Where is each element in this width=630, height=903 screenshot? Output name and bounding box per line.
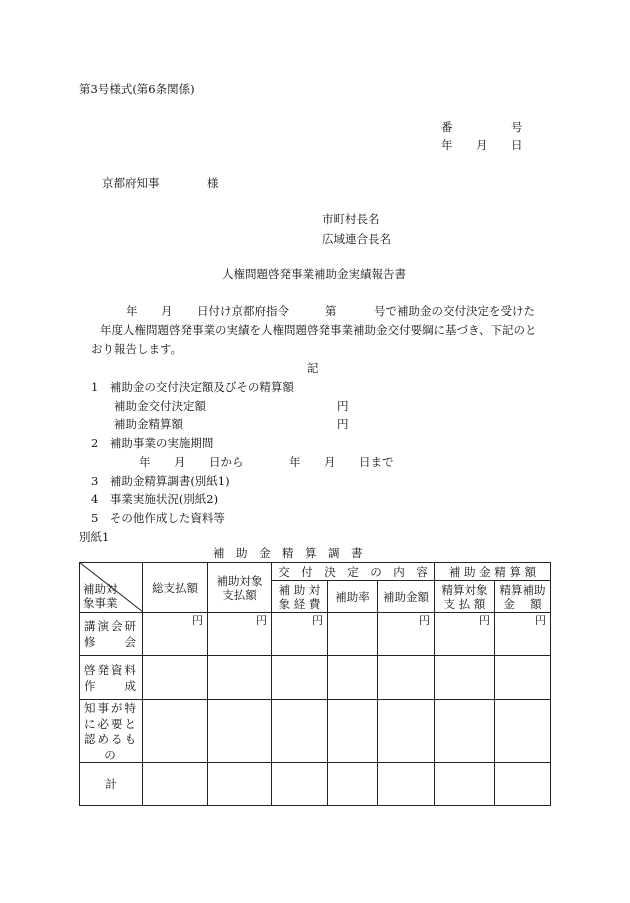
header-project: 補助対 象事業 — [83, 582, 118, 610]
header-settlement-amount: 精算補助 金 額 — [499, 582, 546, 611]
table-line-header-bottom — [79, 612, 551, 613]
yen-target: 円 — [256, 614, 267, 627]
body-day-text: 日付け京都府指令 — [197, 304, 289, 318]
period-from: 日から — [209, 455, 244, 469]
row-label-governor: 知事が特 に必要と 認めるも の — [84, 701, 136, 762]
body-dai: 第 — [325, 304, 337, 318]
body-year: 年 — [126, 304, 138, 318]
header-expense: 補 助 対 象 経 費 — [278, 582, 321, 611]
period-year: 年 — [139, 455, 151, 469]
item-2: 2 補助事業の実施期間 — [91, 436, 214, 450]
date-day: 日 — [511, 138, 523, 152]
header-rate: 補助率 — [335, 589, 370, 604]
table-vline-7 — [494, 580, 495, 806]
header-target: 補助対象 支払額 — [216, 573, 263, 602]
ki-label: 記 — [307, 361, 319, 375]
header-settlement-target: 精算対象 支 払 額 — [441, 582, 488, 611]
table-vline-4 — [327, 580, 328, 806]
header-decision: 交 付 決 定 の 内 容 — [278, 564, 428, 579]
table-line-row3 — [79, 762, 551, 763]
yen-settlement-target: 円 — [479, 614, 490, 627]
table-line-row1 — [79, 655, 551, 656]
sender-union: 広域連合長名 — [322, 232, 391, 246]
addressee-sama: 様 — [207, 176, 219, 190]
sender-mayor: 市町村長名 — [322, 212, 380, 226]
period-until: 日まで — [359, 455, 394, 469]
attachment-title: 補 助 金 精 算 調 書 — [213, 546, 363, 560]
header-total: 総支払額 — [152, 580, 198, 595]
date-month: 月 — [476, 138, 488, 152]
header-amount: 補助金額 — [383, 589, 429, 604]
table-vline-5 — [377, 580, 378, 806]
body-line3: おり報告します。 — [91, 342, 183, 356]
item-3: 3 補助金精算調書(別紙1) — [91, 474, 230, 488]
item-1a: 補助金交付決定額 — [114, 399, 206, 413]
settlement-table — [79, 562, 551, 806]
table-line-row2 — [79, 699, 551, 700]
item-5: 5 その他作成した資料等 — [91, 511, 225, 525]
attachment-label: 別紙1 — [79, 530, 110, 544]
item-4: 4 事業実施状況(別紙2) — [91, 492, 219, 506]
yen-expense: 円 — [312, 614, 323, 627]
row-label-total: 計 — [105, 777, 117, 791]
ban-label: 番 — [441, 120, 453, 134]
body-line2: 年度人権問題啓発事業の実績を人権問題啓発事業補助金交付要綱に基づき、下記のと — [100, 323, 537, 337]
item-1b-yen: 円 — [337, 417, 349, 431]
row-label-materials: 啓発資料 作 成 — [84, 663, 136, 693]
page-title: 人権問題啓発事業補助金実績報告書 — [222, 267, 406, 281]
period-year2: 年 — [289, 455, 301, 469]
yen-settlement-amount: 円 — [535, 614, 546, 627]
table-line-bottom — [79, 805, 551, 806]
item-1: 1 補助金の交付決定額及びその精算額 — [91, 380, 294, 394]
period-month2: 月 — [324, 455, 336, 469]
date-year: 年 — [441, 138, 453, 152]
body-month: 月 — [161, 304, 173, 318]
row-label-lecture: 講演会研 修 会 — [84, 619, 136, 649]
item-1b: 補助金精算額 — [114, 417, 183, 431]
yen-total: 円 — [192, 614, 203, 627]
body-line1-rest: 号で補助金の交付決定を受けた — [374, 304, 535, 318]
period-month: 月 — [174, 455, 186, 469]
item-1a-yen: 円 — [337, 399, 349, 413]
form-number: 第3号様式(第6条関係) — [79, 82, 195, 96]
go-label: 号 — [511, 120, 523, 134]
table-vline-8 — [550, 562, 551, 806]
yen-amount: 円 — [419, 614, 430, 627]
addressee-governor: 京都府知事 — [102, 176, 160, 190]
header-settlement: 補 助 金 精 算 額 — [448, 564, 537, 579]
